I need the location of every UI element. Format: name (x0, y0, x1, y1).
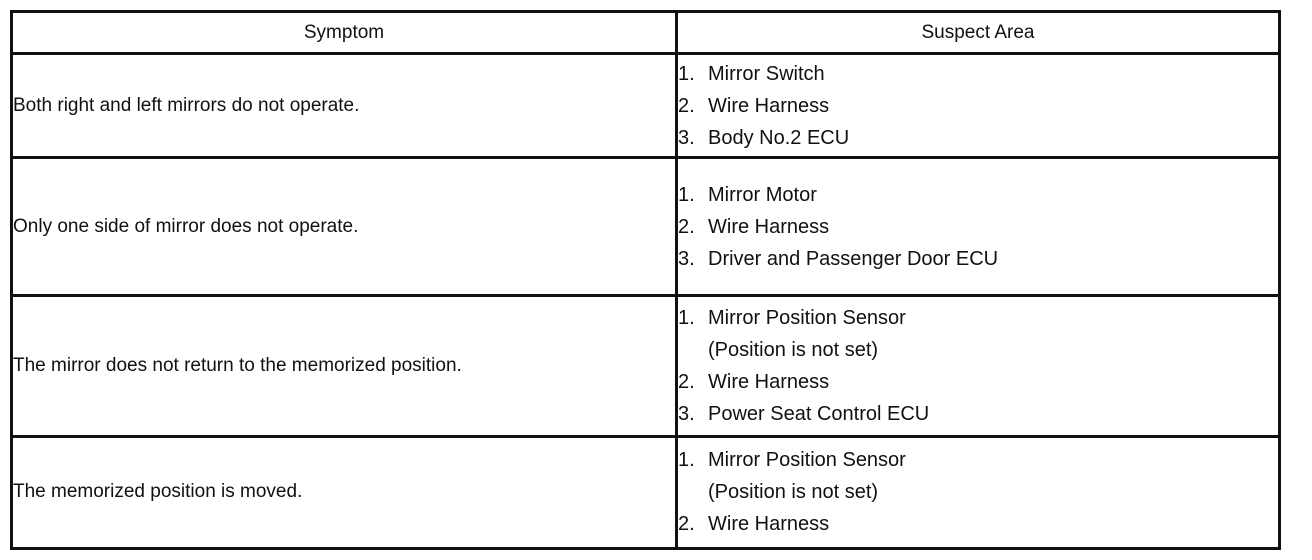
suspect-item-text: Mirror Switch (708, 62, 825, 85)
suspect-item-text: Body No.2 ECU (708, 126, 850, 149)
suspect-item-text: Wire Harness (708, 215, 830, 238)
suspect-item-number: 2. (678, 215, 695, 238)
suspect-item-note: (Position is not set) (708, 339, 879, 362)
suspect-item (678, 508, 1278, 540)
suspect-item (678, 444, 1278, 476)
suspect-item (678, 366, 1278, 398)
header-row (12, 12, 1280, 54)
symptom-cell: Only one side of mirror does not operate. (12, 158, 677, 296)
suspect-item-number: 3. (678, 247, 695, 270)
suspect-item-note: (Position is not set) (708, 481, 879, 504)
suspect-item-text: Driver and Passenger Door ECU (708, 247, 999, 270)
suspect-item (678, 302, 1278, 334)
suspect-item-text: Mirror Position Sensor (708, 449, 906, 472)
symptom-header: Symptom (12, 12, 677, 54)
suspect-area-cell (677, 296, 1280, 436)
suspect-item (678, 398, 1278, 430)
suspect-item-text: Mirror Position Sensor (708, 307, 906, 330)
suspect-item-number: 1. (678, 62, 695, 85)
suspect-item-text: Power Seat Control ECU (708, 403, 930, 426)
suspect-area-cell (677, 436, 1280, 548)
symptom-cell: The mirror does not return to the memorized position. (12, 296, 677, 436)
troubleshooting-table (10, 10, 1281, 550)
suspect-area-cell (677, 54, 1280, 158)
symptom-cell: The memorized position is moved. (12, 436, 677, 548)
suspect-item (678, 179, 1278, 211)
suspect-item (678, 243, 1278, 275)
table-row (12, 158, 1280, 296)
suspect-area-cell (677, 158, 1280, 296)
suspect-item-number: 3. (678, 126, 695, 149)
suspect-item-number: 1. (678, 183, 695, 206)
suspect-item-text: Wire Harness (708, 371, 830, 394)
table-row (12, 436, 1280, 548)
suspect-item (678, 122, 1278, 154)
table-row (12, 296, 1280, 436)
suspect-item-text: Wire Harness (708, 513, 830, 536)
suspect-item-number: 2. (678, 513, 695, 536)
suspect-area-header: Suspect Area (677, 12, 1280, 54)
suspect-item-number: 1. (678, 307, 695, 330)
suspect-item (678, 90, 1278, 122)
suspect-item-text: Wire Harness (708, 94, 830, 117)
suspect-item-text: Mirror Motor (708, 183, 817, 206)
suspect-item-number: 1. (678, 449, 695, 472)
suspect-item-number: 3. (678, 403, 695, 426)
suspect-item-number: 2. (678, 371, 695, 394)
symptom-cell: Both right and left mirrors do not operate. (12, 54, 677, 158)
suspect-item-number: 2. (678, 94, 695, 117)
suspect-item (678, 211, 1278, 243)
table-row (12, 54, 1280, 158)
suspect-item (678, 58, 1278, 90)
